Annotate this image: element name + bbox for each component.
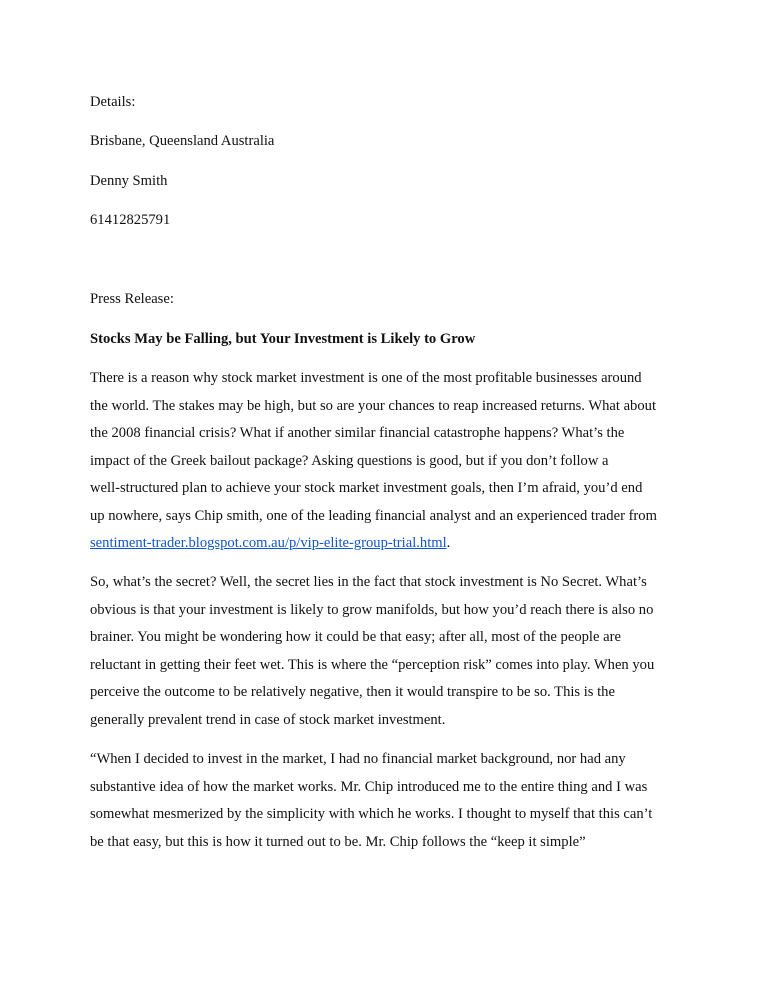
headline: Stocks May be Falling, but Your Investment is Likely to Grow	[90, 331, 476, 347]
paragraph-2-line: brainer. You might be wondering how it could be that easy; after all, most of the people are	[90, 629, 621, 645]
paragraph-2-line: perceive the outcome to be relatively negative, then it would transpire to be so. This is the	[90, 684, 615, 700]
paragraph-1-line: impact of the Greek bailout package? Asking questions is good, but if you don’t follow a	[90, 453, 609, 469]
paragraph-1-line: up nowhere, says Chip smith, one of the leading financial analyst and an experienced trader from	[90, 508, 657, 524]
details-label: Details:	[90, 94, 136, 110]
contact-name: Denny Smith	[90, 173, 168, 189]
paragraph-2-line: generally prevalent trend in case of stock market investment.	[90, 712, 446, 728]
sentiment-trader-link[interactable]: sentiment-trader.blogspot.com.au/p/vip-elite-group-trial.html	[90, 535, 447, 551]
paragraph-3-line: substantive idea of how the market works. Mr. Chip introduced me to the entire thing and I was	[90, 779, 648, 795]
paragraph-1-link-line	[90, 534, 450, 552]
paragraph-2-line: reluctant in getting their feet wet. This is where the “perception risk” comes into play. When you	[90, 657, 655, 673]
press-release-label: Press Release:	[90, 291, 174, 307]
contact-phone: 61412825791	[90, 212, 171, 228]
paragraph-2-line: obvious is that your investment is likely to grow manifolds, but how you’d reach there is also no	[90, 602, 654, 618]
paragraph-1-line: the 2008 financial crisis? What if another similar financial catastrophe happens? What’s the	[90, 425, 625, 441]
paragraph-3-line: somewhat mesmerized by the simplicity with which he works. I thought to myself that this can’t	[90, 806, 653, 822]
paragraph-1-line: There is a reason why stock market investment is one of the most profitable businesses around	[90, 370, 642, 386]
paragraph-2-line: So, what’s the secret? Well, the secret lies in the fact that stock investment is No Secret. What’s	[90, 574, 647, 590]
link-suffix: .	[446, 535, 451, 551]
location-text: Brisbane, Queensland Australia	[90, 133, 275, 149]
paragraph-1-line: the world. The stakes may be high, but so are your chances to reap increased returns. What about	[90, 398, 656, 414]
paragraph-3-line: be that easy, but this is how it turned out to be. Mr. Chip follows the “keep it simple”	[90, 834, 586, 850]
paragraph-3-line: “When I decided to invest in the market, I had no financial market background, nor had any	[90, 751, 626, 767]
paragraph-1-line: well-structured plan to achieve your stock market investment goals, then I’m afraid, you’d end	[90, 480, 643, 496]
